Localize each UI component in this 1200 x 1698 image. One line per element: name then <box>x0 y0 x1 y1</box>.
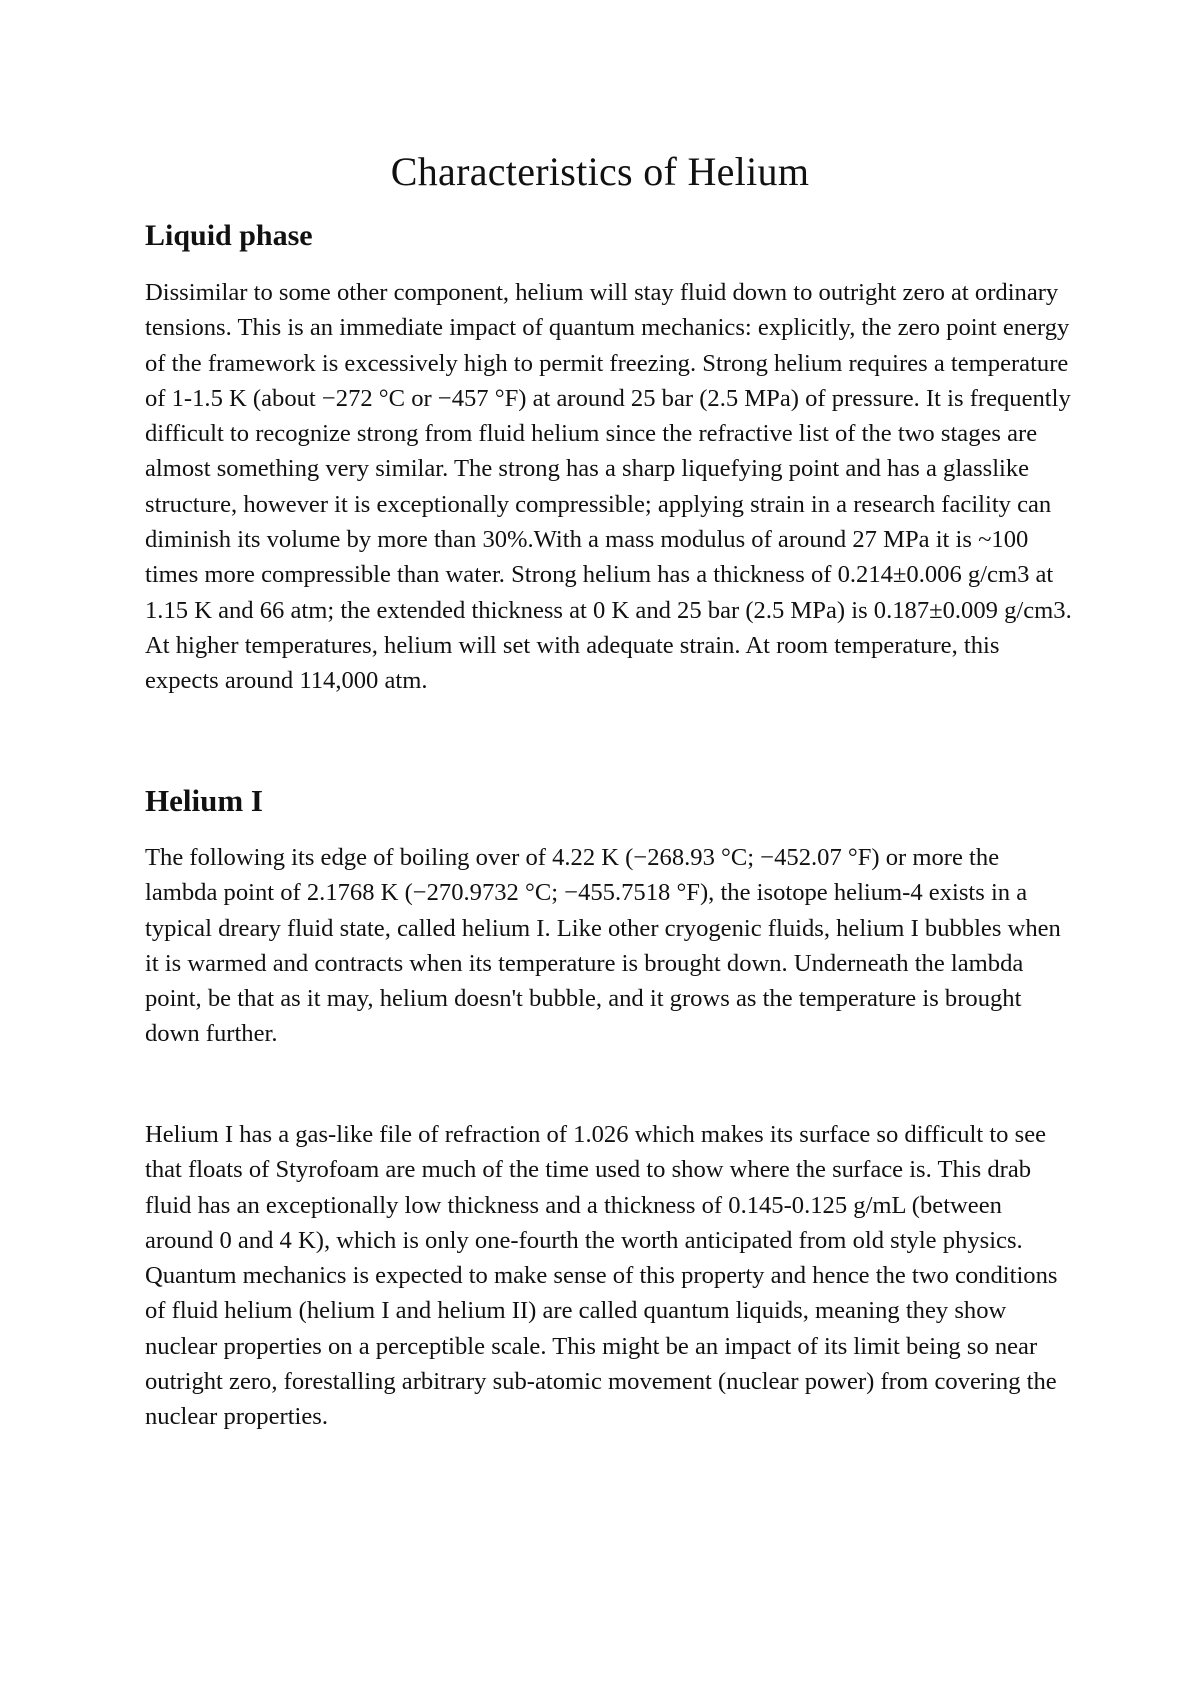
section-heading-helium-i: Helium I <box>145 783 263 818</box>
section-heading-liquid-phase: Liquid phase <box>145 219 313 252</box>
paragraph-liquid-phase: Dissimilar to some other component, helium will stay fluid down to outright zero at ordinary tensions. This is an immediate impact of quantum mechanics: explicitly, the zero point energy of the framework is excessively high to permit freezing. Strong helium requires a temperature of 1-1.5 K (about −272 °C or −457 °F) at around 25 bar (2.5 MPa) of pressure. It is frequently difficult to recognize strong from fluid helium since the refractive list of the two stages are almost something very similar. The strong has a sharp liquefying point and has a glasslike structure, however it is exceptionally compressible; applying strain in a research facility can diminish its volume by more than 30%.With a mass modulus of around 27 MPa it is ~100 times more compressible than water. Strong helium has a thickness of 0.214±0.006 g/cm3 at 1.15 K and 66 atm; the extended thickness at 0 K and 25 bar (2.5 MPa) is 0.187±0.009 g/cm3. At higher temperatures, helium will set with adequate strain. At room temperature, this expects around 114,000 atm. <box>145 279 1072 695</box>
paragraph-helium-i-1: The following its edge of boiling over of 4.22 K (−268.93 °C; −452.07 °F) or more the lambda point of 2.1768 K (−270.9732 °C; −455.7518 °F), the isotope helium-4 exists in a typical dreary fluid state, called helium I. Like other cryogenic fluids, helium I bubbles when it is warmed and contracts when its temperature is brought down. Underneath the lambda point, be that as it may, helium doesn't bubble, and it grows as the temperature is brought down further. <box>145 844 1061 1048</box>
document-title: Characteristics of Helium <box>390 149 810 194</box>
paragraph-helium-i-2: Helium I has a gas-like file of refraction of 1.026 which makes its surface so difficult to see that floats of Styrofoam are much of the time used to show where the surface is. This drab fluid has an exceptionally low thickness and a thickness of 0.145-0.125 g/mL (between around 0 and 4 K), which is only one-fourth the worth anticipated from old style physics. Quantum mechanics is expected to make sense of this property and hence the two conditions of fluid helium (helium I and helium II) are called quantum liquids, meaning they show nuclear properties on a perceptible scale. This might be an impact of its limit being so near outright zero, forestalling arbitrary sub-atomic movement (nuclear power) from covering the nuclear properties. <box>145 1121 1058 1431</box>
